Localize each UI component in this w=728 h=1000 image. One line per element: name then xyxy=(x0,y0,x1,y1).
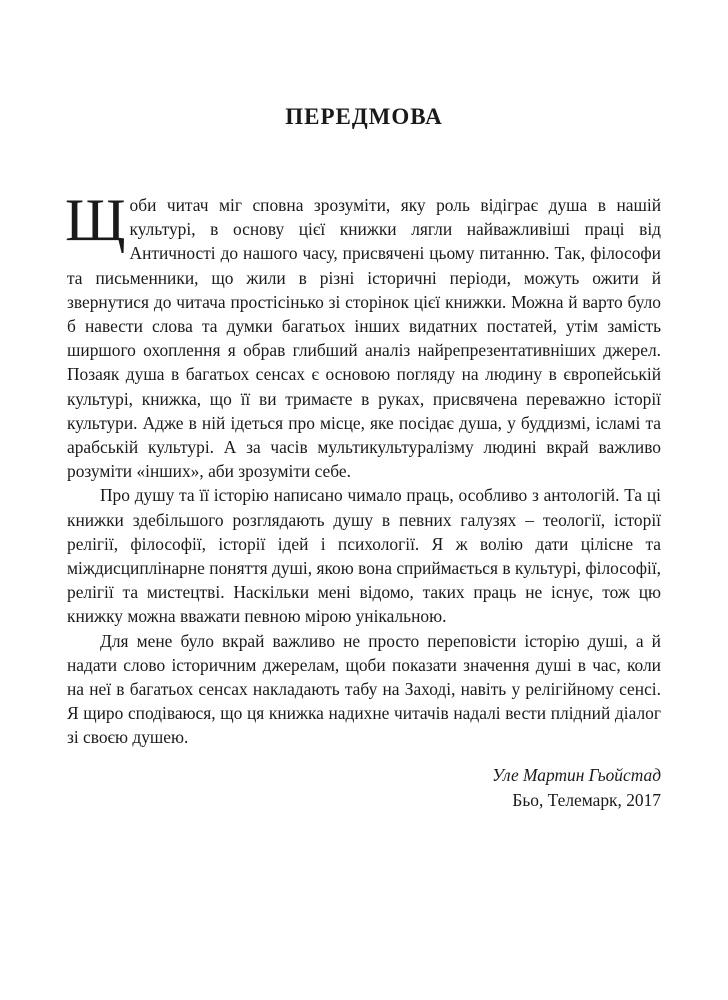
author-name: Уле Мартин Гьойстад xyxy=(492,765,661,785)
paragraph-2: Про душу та її історію написано чимало праць, особливо з антологій. Та ці книжки здебільшого розглядають душу в певних галузях – теології, історії релігії, філософії, історії ідей і психології. Я ж волію дати цілісне та міждисциплінарне поняття душі, якою вона сприймається в культурі, філософії, релігії та мистецтві. Наскільки мені відомо, таких праць не існує, тож цю книжку можна вважати певною мірою унікальною. xyxy=(67,485,661,627)
paragraph-1 xyxy=(65,187,661,483)
preface-body xyxy=(65,187,661,750)
signature-block xyxy=(492,763,661,812)
document-page xyxy=(67,0,661,1000)
paragraph-3: Для мене було вкрай важливо не просто переповісти історію душі, а й надати слово історичним джерелам, щоби показати значення душі в час, коли на неї в багатьох сенсах накладають табу на Заході, навіть у релігійному сенсі. Я щиро сподіваюся, що ця книжка надихне читачів надалі вести плідний діалог зі своєю душею. xyxy=(67,630,661,748)
place-date: Бьо, Телемарк, 2017 xyxy=(512,789,661,810)
paragraph-1-text: оби читач міг сповна зрозуміти, яку роль відіграє душа в нашій культурі, в основу цієї книжки лягли найважливіші праці від Античності до нашого часу, присвячені цьому питанню. Так, філософи та письменники, що жили в різні історичні періоди, можуть ожити й звернутися до читача простісінько зі сторінок цієї книжки. Можна й варто було б навести слова та думки багатьох інших видатних постатей, утім замість ширшого охоплення я обрав глибший аналіз найрепрезентативніших джерел. Позаяк душа в багатьох сенсах є основою погляду на людину в європейській культурі, книжка, що її ви тримаєте в руках, присвячена переважно історії культури. Адже в ній ідеться про місце, яке посідає душа, у буддизмі, ісламі та арабській культурі. А за часів мультикультуралізму людині вкрай важливо розуміти «інших», аби зрозуміти себе. xyxy=(67,195,661,482)
drop-cap: Щ xyxy=(65,187,126,253)
page-title: ПЕРЕДМОВА xyxy=(285,104,443,129)
